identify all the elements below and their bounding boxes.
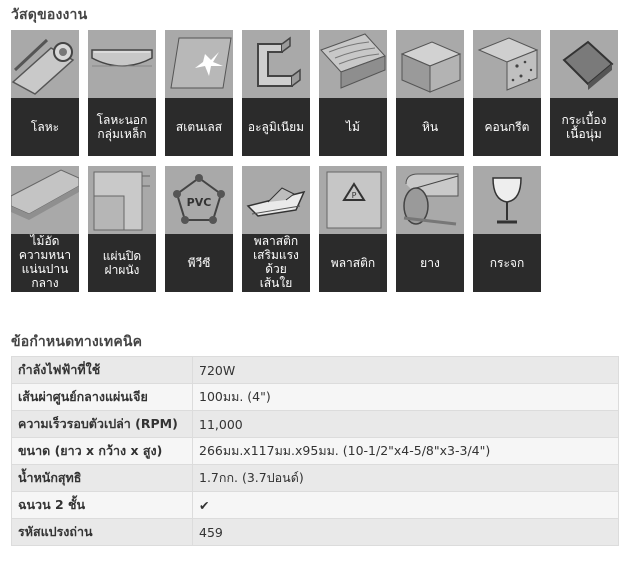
spec-value: 100มม. (4")	[193, 384, 619, 411]
material-label: อะลูมิเนียม	[242, 98, 310, 156]
material-label: พลาสติก	[319, 234, 387, 292]
spec-value: 459	[193, 519, 619, 546]
stone-block-icon	[396, 30, 464, 98]
material-tile[interactable]	[396, 166, 464, 292]
spec-row	[12, 492, 619, 519]
materials-section-title: วัสดุของงาน	[11, 7, 88, 23]
material-tile[interactable]	[319, 166, 387, 292]
material-label: ไม้อัด ความหนา แน่นปาน กลาง	[11, 234, 79, 292]
rubber-roll-icon	[396, 166, 464, 234]
glass-wine-icon	[473, 166, 541, 234]
metal-pipes-icon	[11, 30, 79, 98]
spec-row	[12, 384, 619, 411]
spec-row	[12, 411, 619, 438]
material-tile[interactable]	[242, 166, 310, 292]
material-label: ยาง	[396, 234, 464, 292]
material-tile[interactable]	[473, 30, 541, 156]
spec-key: น้ำหนักสุทธิ	[12, 465, 193, 492]
material-label: แผ่นปิด ฝาผนัง	[88, 234, 156, 292]
spec-row	[12, 438, 619, 465]
spec-key: ความเร็วรอบตัวเปล่า (RPM)	[12, 411, 193, 438]
material-label: ไม้	[319, 98, 387, 156]
spec-value: 1.7กก. (3.7ปอนด์)	[193, 465, 619, 492]
specs-section-title: ข้อกำหนดทางเทคนิค	[11, 334, 143, 350]
svg-text:P: P	[351, 191, 357, 200]
svg-text:PVC: PVC	[186, 196, 212, 209]
material-tile[interactable]	[11, 166, 79, 292]
material-tile[interactable]	[88, 30, 156, 156]
soft-tile-icon	[550, 30, 618, 98]
material-label: สเตนเลส	[165, 98, 233, 156]
spec-value: 11,000	[193, 411, 619, 438]
material-label: พีวีซี	[165, 234, 233, 292]
spec-row	[12, 465, 619, 492]
material-label: พลาสติก เสริมแรง ด้วย เส้นใย	[242, 234, 310, 292]
material-tile[interactable]	[88, 166, 156, 292]
spec-value: ✔	[193, 492, 619, 519]
spec-key: ฉนวน 2 ชั้น	[12, 492, 193, 519]
material-label: โลหะนอก กลุ่มเหล็ก	[88, 98, 156, 156]
stainless-sheet-icon	[165, 30, 233, 98]
material-tile[interactable]	[165, 30, 233, 156]
material-tile[interactable]	[242, 30, 310, 156]
material-tile[interactable]	[165, 166, 233, 292]
aluminium-profile-icon	[242, 30, 310, 98]
material-tile[interactable]	[11, 30, 79, 156]
material-tile[interactable]	[396, 30, 464, 156]
non-ferrous-gutter-icon	[88, 30, 156, 98]
spec-key: ขนาด (ยาว x กว้าง x สูง)	[12, 438, 193, 465]
material-label: กระจก	[473, 234, 541, 292]
pvc-molecule-icon	[165, 166, 233, 234]
spec-value: 720W	[193, 357, 619, 384]
mdf-board-icon	[11, 166, 79, 234]
material-label: หิน	[396, 98, 464, 156]
material-tile[interactable]	[473, 166, 541, 292]
spec-table	[11, 356, 619, 546]
material-label: คอนกรีต	[473, 98, 541, 156]
spec-row	[12, 519, 619, 546]
material-label: กระเบื้อง เนื้อนุ่ม	[550, 98, 618, 156]
wood-plank-icon	[319, 30, 387, 98]
spec-value: 266มม.x117มม.x95มม. (10-1/2"x4-5/8"x3-3/4")	[193, 438, 619, 465]
spec-row	[12, 357, 619, 384]
material-tile[interactable]	[550, 30, 618, 156]
material-label: โลหะ	[11, 98, 79, 156]
spec-key: เส้นผ่าศูนย์กลางแผ่นเจีย	[12, 384, 193, 411]
spec-key: รหัสแปรงถ่าน	[12, 519, 193, 546]
spec-key: กำลังไฟฟ้าที่ใช้	[12, 357, 193, 384]
material-tile[interactable]	[319, 30, 387, 156]
fiberglass-boat-icon	[242, 166, 310, 234]
plastic-recycle-icon	[319, 166, 387, 234]
drywall-panel-icon	[88, 166, 156, 234]
concrete-block-icon	[473, 30, 541, 98]
